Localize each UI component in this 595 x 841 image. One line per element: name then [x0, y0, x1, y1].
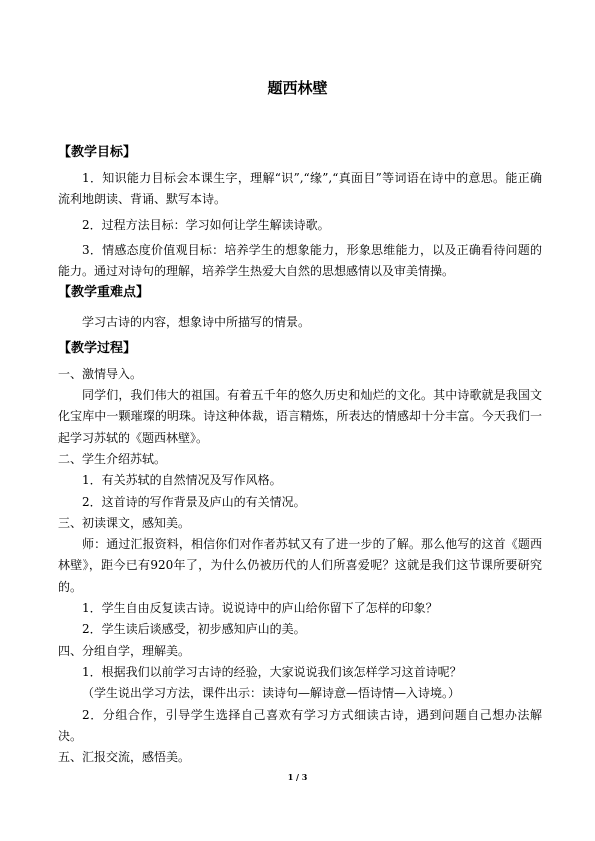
process-step-item: 1．有关苏轼的自然情况及写作风格。 [82, 473, 282, 488]
page-number: 1 / 3 [287, 772, 308, 782]
process-step-item: 2．学生读后谈感受，初步感知庐山的美。 [82, 622, 306, 637]
document-title: 题西林壁 [267, 79, 328, 97]
process-step-item: 1．学生自由反复读古诗。说说诗中的庐山给你留下了怎样的印象？ [82, 601, 438, 616]
goal-item: 3．情感态度价值观目标：培养学生的想象能力，形象思维能力，以及正确看待问题的能力。通过对诗句的理解，培养学生热爱大自然的思想感情以及审美情操。 [58, 242, 542, 279]
goal-item: 2．过程方法目标：学习如何让学生解读诗歌。 [82, 217, 330, 232]
process-step-title: 五、汇报交流，感悟美。 [58, 750, 191, 765]
process-step-item: （学生说出学习方法，课件出示：读诗句—解诗意—悟诗情—入诗境。） [82, 686, 461, 701]
key-points-text: 学习古诗的内容，想象诗中所描写的情景。 [82, 315, 311, 330]
process-step-text: 师：通过汇报资料，相信你们对作者苏轼又有了进一步的了解。那么他写的这首《题西林壁》，距今已有920年了，为什么仍被历代的人们所喜爱呢？这就是我们这节课所要研究的。 [58, 537, 542, 594]
process-step-text: 同学们，我们伟大的祖国。有着五千年的悠久历史和灿烂的文化。其中诗歌就是我国文化宝库中一颗璀璨的明珠。诗这种体裁，语言精炼，所表达的情感却十分丰富。今天我们一起学习苏轼的《题西林壁》。 [58, 388, 542, 445]
section-heading-key-points: 【教学重难点】 [58, 285, 150, 301]
process-step-title: 四、分组自学，理解美。 [58, 643, 191, 658]
process-step-title: 三、初读课文，感知美。 [58, 515, 191, 530]
process-step-title: 二、学生介绍苏轼。 [58, 451, 167, 466]
goal-item: 1．知识能力目标会本课生字，理解“识”,“缘”,“真面目”等词语在诗中的意思。能正确流利地朗读、背诵、默写本诗。 [58, 171, 542, 207]
section-heading-goals: 【教学目标】 [58, 145, 137, 160]
process-step-item: 2．分组合作，引导学生选择自己喜欢有学习方式细读古诗，遇到问题自己想办法解决。 [58, 707, 542, 743]
process-step-item: 2．这首诗的写作背景及庐山的有关情况。 [82, 494, 306, 509]
process-step-title: 一、激情导入。 [58, 366, 143, 381]
process-step-item: 1．根据我们以前学习古诗的经验，大家说说我们该怎样学习这首诗呢？ [82, 664, 462, 679]
section-heading-process: 【教学过程】 [58, 340, 137, 356]
document-body [58, 142, 542, 768]
